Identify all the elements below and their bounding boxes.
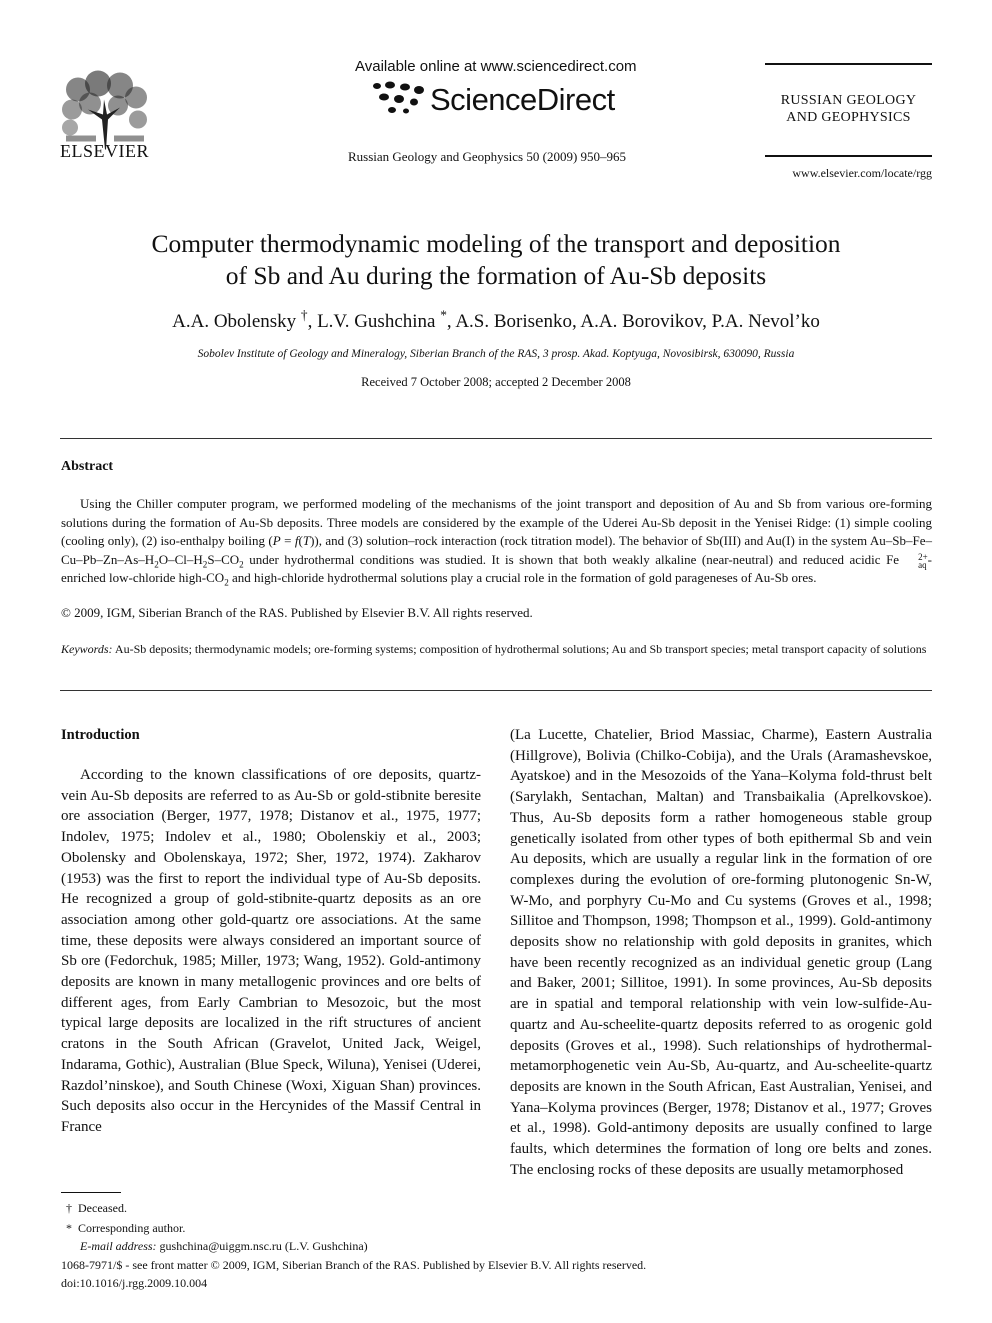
available-online-text: Available online at www.sciencedirect.com bbox=[355, 58, 637, 75]
keywords-label: Keywords: bbox=[61, 642, 113, 656]
fe-charge-index: 2+ aq bbox=[918, 551, 928, 570]
journal-name bbox=[765, 92, 932, 126]
abstract-copyright: © 2009, IGM, Siberian Branch of the RAS. Published by Elsevier B.V. All rights reserved. bbox=[61, 605, 533, 620]
title-line2: of Sb and Au during the formation of Au-Sb deposits bbox=[225, 261, 767, 290]
affiliation: Sobolev Institute of Geology and Mineralogy, Siberian Branch of the RAS, 3 prosp. Akad. Koptyuga, Novosibirsk, 630090, Russia bbox=[197, 348, 795, 360]
elsevier-wordmark: ELSEVIER bbox=[60, 141, 149, 161]
footnote-corresponding: * Corresponding author. bbox=[66, 1221, 186, 1235]
corresponding-mark: * bbox=[440, 307, 447, 323]
author-gushchina[interactable]: L.V. Gushchina bbox=[317, 311, 436, 332]
title-line1: Computer thermodynamic modeling of the transport and deposition bbox=[151, 229, 841, 258]
email-link[interactable]: gushchina@uiggm.nsc.ru (L.V. Gushchina) bbox=[156, 1239, 368, 1253]
intro-paragraph-1: According to the known classifications of ore deposits, quartz-vein Au-Sb deposits are referred to as Au-Sb or gold-stibnite beresite ore association (Berger, 1977, 1978; Distanov et al., 1975, 1977; Indolev, 1975; Indolev et al., 1980; Obolenskiy et al., 2003; Obolensky and Obolenskaya, 1972; Sher, 1972, 1974). Zakharov (1953) was the first to report the individual type of Au-Sb deposits. He recognized a group of gold-stibnite-quartz deposits as an ore association among other gold-quartz ore associations. At the same time, these deposits were always considered an important source of Sb ore (Fedorchuk, 1985; Miller, 1973; Wang, 1952). Gold-antimony deposits are known in many metallogenic provinces and ore belts of different ages, from Early Cambrian to Mesozoic, but the most typical large deposits are localized in the rift structures of ancient cratons in the South African (Gravelot, United Jack, Weigel, Indarama, Gothic), Australian (Blue Speck, Wiluna), Yenisei (Uderei, Razdol’ninskoe), and South Chinese (Woxi, Xiguan Shan) provinces. Such deposits also occur in the Hercynides of the Massif Central in France bbox=[61, 767, 481, 1135]
sciencedirect-dots-icon bbox=[372, 80, 428, 116]
article-title bbox=[60, 228, 932, 292]
abstract-heading: Abstract bbox=[61, 459, 114, 474]
introduction-right-column bbox=[510, 725, 932, 1180]
author-list: A.A. Obolensky †, L.V. Gushchina *, A.S. Borisenko, A.A. Borovikov, P.A. Nevol’ko bbox=[172, 307, 820, 332]
journal-top-rule bbox=[765, 63, 932, 65]
introduction-heading: Introduction bbox=[61, 727, 140, 743]
journal-name-line1: RUSSIAN GEOLOGY bbox=[780, 93, 917, 108]
footnote-deceased: † Deceased. bbox=[66, 1201, 127, 1215]
received-dates: Received 7 October 2008; accepted 2 December 2008 bbox=[361, 375, 631, 389]
authors-rest: A.S. Borisenko, A.A. Borovikov, P.A. Nevol’ko bbox=[455, 311, 820, 332]
keywords-list: Au-Sb deposits; thermodynamic models; ore-forming systems; composition of hydrothermal solutions; Au and Sb transport species; metal transport capacity of solutions bbox=[112, 642, 927, 656]
intro-paragraph-1-cont: (La Lucette, Chatelier, Briod Massiac, Charme), Eastern Australia (Hillgrove), Bolivia (Chilko-Cobija), and the Urals (Aramashevskoe, Ayatskoe) and in the Mesozoids of the Yana–Kolyma fold-thrust belt (Sarylakh, Sentachan, Maltan) and Transbaikalia (Aprelkovskoe). Thus, Au-Sb deposits form a rather homogeneous stable group genetically isolated from other types of both epithermal Sb and vein Au deposits, which are usually a regular link in the formation of ore complexes during the evolution of ore-forming plutonogenic Sn-W, W-Mo, and porphyry Cu-Mo and Cu systems (Groves et al., 1998; Sillitoe and Thompson, 1998; Thompson et al., 1999). Gold-antimony deposits show no relationship with gold deposits in granites, which have been recently recognized as an individual genetic group (Lang and Baker, 2001; Sillitoe, 1991). In some provinces, Au-Sb deposits are in spatial and temporal relationship with vein low-sulfide-Au-quartz and Au-scheelite-quartz deposits referred to as orogenic gold deposits (Groves et al., 1998). Such relationships of hydrothermal-metamorphogenetic vein Au-Sb, Au-quartz, and Au-scheelite-quartz deposits are known in the South African, East Australian, Yenisei, and Yana–Kolyma provinces (Berger, 1978; Distanov et al., 1977; Groves et al., 1998). Gold-antimony deposits are usually confined to large faults, which determines the formation of long ore belts and zones. The enclosing rocks of these deposits are usually metamorphosed bbox=[510, 727, 932, 1178]
sciencedirect-wordmark: ScienceDirect bbox=[430, 82, 615, 117]
journal-name-line2: AND GEOPHYSICS bbox=[786, 110, 911, 125]
front-matter-line: 1068-7971/$ - see front matter © 2009, IGM, Siberian Branch of the RAS. Published by Elsevier B.V. All rights reserved. bbox=[61, 1258, 647, 1272]
introduction-left-column bbox=[61, 765, 481, 1138]
footnote-rule bbox=[61, 1192, 121, 1193]
journal-citation: Russian Geology and Geophysics 50 (2009) 950–965 bbox=[348, 149, 627, 164]
footnote-email: E-mail address: gushchina@uiggm.nsc.ru (L.V. Gushchina) bbox=[80, 1239, 368, 1253]
journal-url-link[interactable]: www.elsevier.com/locate/rgg bbox=[792, 166, 932, 180]
deceased-mark: † bbox=[300, 307, 308, 323]
doi-link[interactable]: doi:10.1016/j.rgg.2009.10.004 bbox=[61, 1276, 208, 1290]
abstract-top-rule bbox=[60, 438, 932, 439]
journal-bottom-rule bbox=[765, 155, 932, 157]
abstract-bottom-rule bbox=[60, 690, 932, 691]
abstract-body: Using the Chiller computer program, we performed modeling of the mechanisms of the joint transport and deposition of Au and Sb from various ore-forming solutions during the formation of Au-Sb deposits. Three models are considered by the example of the Uderei Au-Sb deposit in the Yenisei Ridge: (1) simple cooling (cooling only), (2) iso-enthalpy boiling (P = f(T)), and (3) solution–rock interaction (rock titration model). The behavior of Sb(III) and Au(I) in the system $Au-Sb-Fe-Cu-Pb-Zn-As-H_2O-Cl-H_2S-CO_2$ under hydrothermal conditions was studied. It is shown that both weakly alkaline (near-neutral) and reduced acidic Fe 2+ aq -enriched low-chloride high-$CO_2$ and high-chloride hydrothermal solutions play a crucial role in the formation of gold parageneses of Au-Sb ores. bbox=[61, 496, 932, 588]
author-obolensky[interactable]: A.A. Obolensky bbox=[172, 311, 297, 332]
keywords bbox=[61, 641, 932, 658]
